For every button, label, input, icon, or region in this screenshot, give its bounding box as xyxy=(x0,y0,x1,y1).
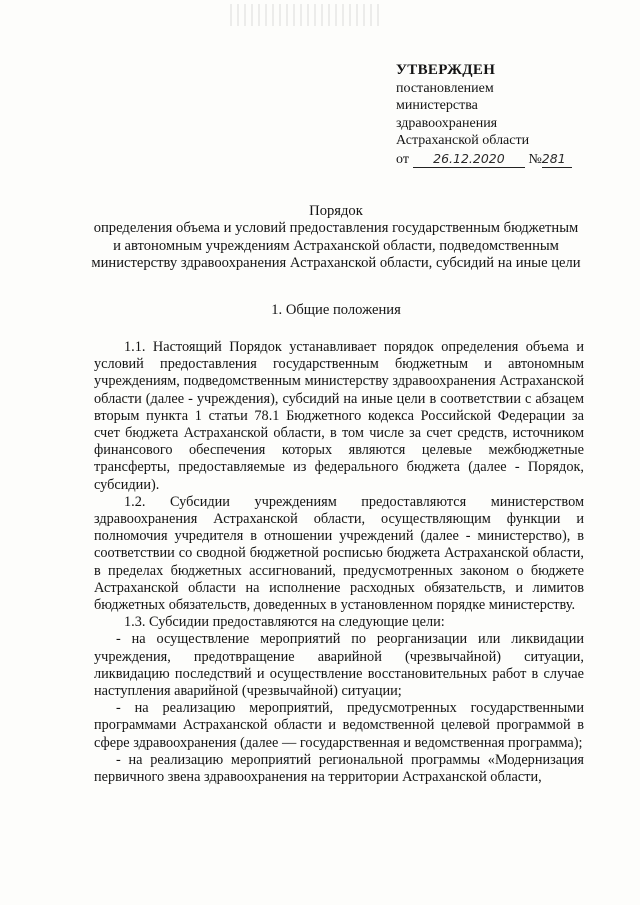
list-item: - на реализацию мероприятий, предусмотренных государственными программами Астраханской области и ведомственной целевой программой в сфере здравоохранения (далее — государственная и ведомственная программа); xyxy=(94,700,584,751)
approval-line: постановлением xyxy=(396,80,494,96)
paragraph: 1.2. Субсидии учреждениям предоставляются министерством здравоохранения Астраханской области, осуществляющим функции и полномочия учредителя в отношении учреждений (далее - министерство), в соответствии со сводной бюджетной росписью бюджета Астраханской области, в пределах бюджетных ассигнований, предусмотренных законом о бюджете Астраханской области на исполнение расходных обязательств, и лимитов бюджетных обязательств, доведенных в установленном порядке министерству. xyxy=(94,493,584,614)
approval-stamp xyxy=(396,62,606,168)
handwritten-number: 281 xyxy=(542,150,572,169)
paragraph: 1.3. Субсидии предоставляются на следующие цели: xyxy=(124,614,445,631)
approval-heading: УТВЕРЖДЕН xyxy=(396,62,496,78)
approval-line: здравоохранения xyxy=(396,115,498,131)
approval-line: Астраханской области xyxy=(396,133,530,148)
section-heading: 1. Общие положения xyxy=(271,302,401,318)
title-body: определения объема и условий предоставления государственным бюджетным и автономным учреждениям Астраханской области, подведомственным министерству здравоохранения Астраханской области, субсидий на иные цели xyxy=(91,220,581,271)
paragraph: 1.1. Настоящий Порядок устанавливает порядок определения объема и условий предоставления государственным бюджетным и автономным учреждениям, подведомственным министерству здравоохранения Астраханской области (далее - учреждения), субсидий на иные цели в соответствии с абзацем вторым пункта 1 статьи 78.1 Бюджетного кодекса Российской Федерации за счет бюджета Астраханской области, в том числе за счет средств, источником финансового обеспечения которых являются целевые межбюджетные трансферты, предоставляемые из федерального бюджета (далее - Порядок, субсидии). xyxy=(94,339,584,493)
approval-date-line xyxy=(396,150,606,169)
number-prefix: № xyxy=(528,151,542,167)
date-prefix: от xyxy=(396,151,409,167)
scan-artifact xyxy=(230,4,380,26)
title-heading: Порядок xyxy=(309,203,363,219)
list-item: - на реализацию мероприятий региональной программы «Модернизация первичного звена здравоохранения на территории Астраханской области, xyxy=(94,751,584,786)
document-title xyxy=(88,203,584,272)
approval-line: министерства xyxy=(396,98,478,113)
list-item: - на осуществление мероприятий по реорганизации или ликвидации учреждения, предотвращение аварийной (чрезвычайной) ситуации, ликвидацию последствий и осуществление восстановительных работ в случае наступления аварийной (чрезвычайной) ситуации; xyxy=(94,631,584,700)
handwritten-date: 26.12.2020 xyxy=(413,150,525,169)
document-body xyxy=(94,339,584,786)
